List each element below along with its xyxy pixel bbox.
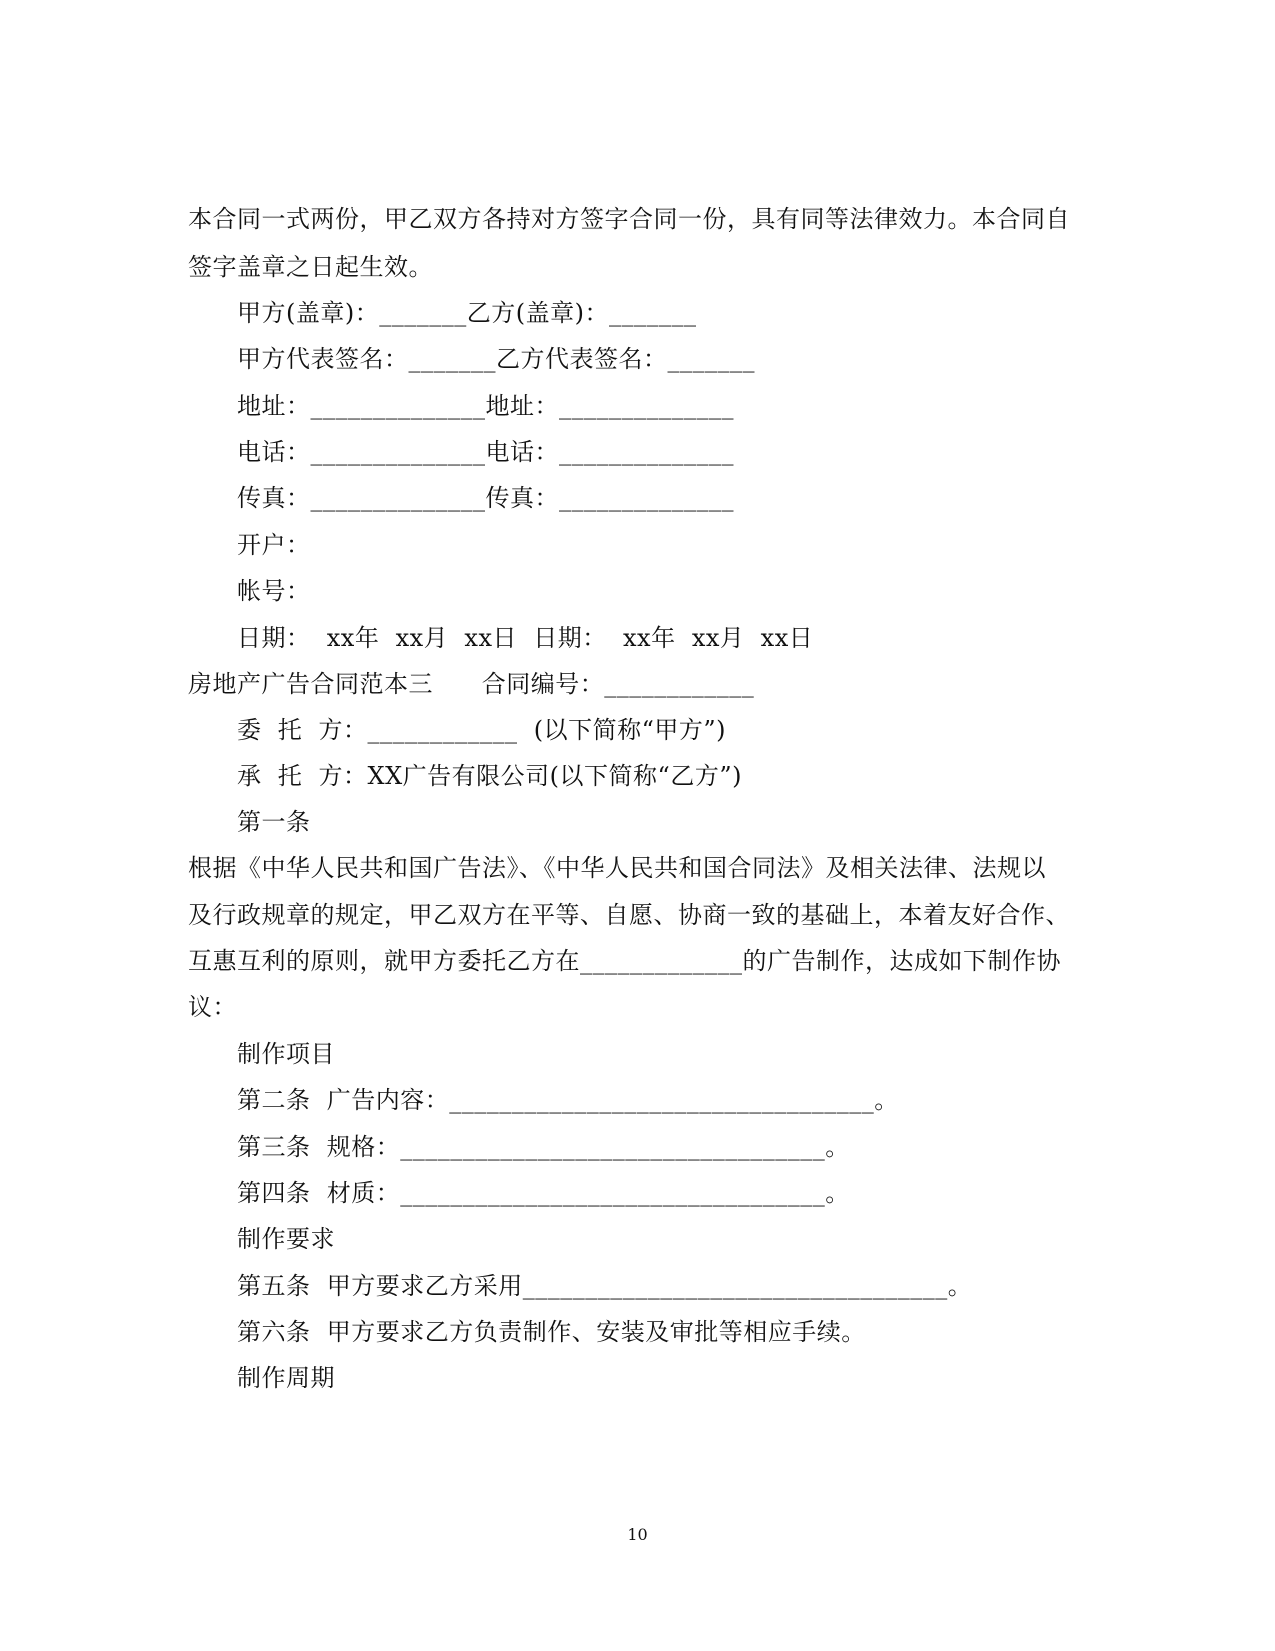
subsection-heading: 制作周期	[237, 1364, 335, 1392]
text-line: 本合同一式两份，甲乙双方各持对方签字合同一份，具有同等法律效力。本合同自	[188, 205, 1070, 233]
text-line: 签字盖章之日起生效。	[188, 253, 433, 281]
subsection-heading: 制作项目	[237, 1040, 335, 1068]
phone-line: 电话：______________电话：______________	[237, 438, 734, 466]
address-line: 地址：______________地址：______________	[237, 392, 734, 420]
signature-line: 甲方代表签名：_______乙方代表签名：_______	[237, 345, 755, 373]
fax-line: 传真：______________传真：______________	[237, 484, 734, 512]
paragraph-line: 互惠互利的原则，就甲方委托乙方在_____________的广告制作，达成如下制作协	[188, 947, 1061, 975]
page-number: 10	[627, 1525, 648, 1544]
party-a-line: 委 托 方：____________ (以下简称“甲方”)	[237, 716, 727, 744]
article-line: 第四条 材质：__________________________________。	[237, 1179, 850, 1207]
article-line: 第五条 甲方要求乙方采用__________________________________。	[237, 1272, 973, 1300]
article-heading: 第一条	[237, 808, 311, 836]
date-line: 日期： xx年 xx月 xx日 日期： xx年 xx月 xx日	[237, 624, 814, 652]
subsection-heading: 制作要求	[237, 1225, 335, 1253]
bank-line: 开户：	[237, 531, 311, 559]
paragraph-line: 及行政规章的规定，甲乙双方在平等、自愿、协商一致的基础上，本着友好合作、	[188, 901, 1070, 929]
article-line: 第六条 甲方要求乙方负责制作、安装及审批等相应手续。	[237, 1318, 866, 1346]
party-b-line: 承 托 方：XX广告有限公司(以下简称“乙方”)	[237, 762, 742, 790]
article-line: 第三条 规格：__________________________________。	[237, 1133, 850, 1161]
paragraph-line: 议：	[188, 993, 237, 1021]
section-title: 房地产广告合同范本三 合同编号：____________	[188, 670, 755, 698]
signature-line: 甲方(盖章)：_______乙方(盖章)：_______	[237, 299, 697, 327]
account-line: 帐号：	[237, 577, 311, 605]
article-line: 第二条 广告内容：__________________________________。	[237, 1086, 899, 1114]
paragraph-line: 根据《中华人民共和国广告法》、《中华人民共和国合同法》及相关法律、法规以	[188, 854, 1046, 882]
